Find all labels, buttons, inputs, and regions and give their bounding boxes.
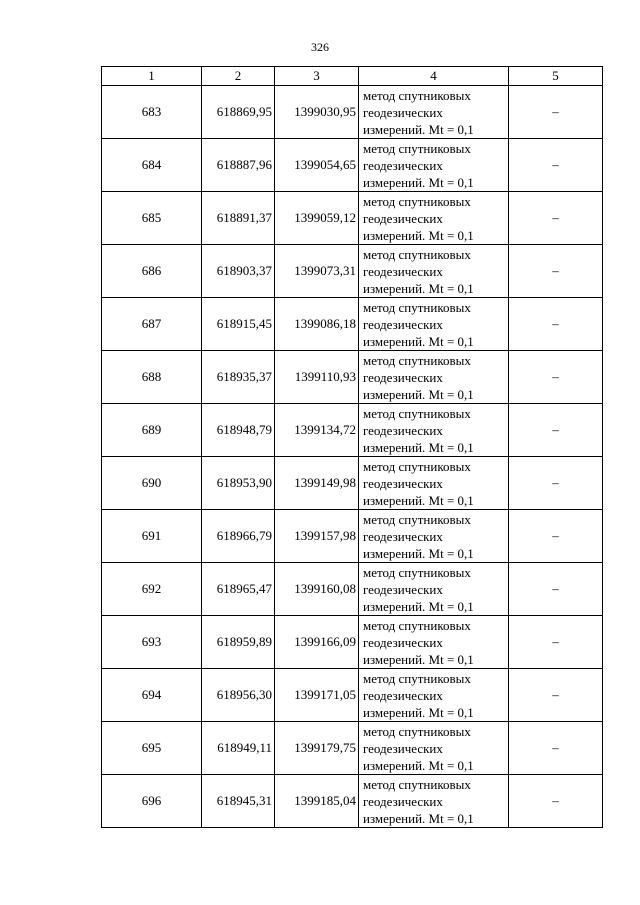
- note-cell: –: [509, 616, 603, 669]
- column-header: 1: [102, 67, 202, 86]
- x-coordinate-cell: 618903,37: [202, 245, 275, 298]
- column-header: 2: [202, 67, 275, 86]
- y-coordinate-cell: 1399030,95: [275, 86, 359, 139]
- point-number-cell: 684: [102, 139, 202, 192]
- note-cell: –: [509, 298, 603, 351]
- point-number-cell: 690: [102, 457, 202, 510]
- x-coordinate-cell: 618949,11: [202, 722, 275, 775]
- table-row: [102, 563, 603, 616]
- y-coordinate-cell: 1399149,98: [275, 457, 359, 510]
- method-cell: метод спутниковых геодезических измерений. Mt = 0,1: [359, 775, 509, 828]
- note-cell: –: [509, 775, 603, 828]
- table-row: [102, 669, 603, 722]
- y-coordinate-cell: 1399185,04: [275, 775, 359, 828]
- note-cell: –: [509, 192, 603, 245]
- y-coordinate-cell: 1399073,31: [275, 245, 359, 298]
- table-row: [102, 298, 603, 351]
- x-coordinate-cell: 618948,79: [202, 404, 275, 457]
- table-row: [102, 139, 603, 192]
- column-header: 4: [359, 67, 509, 86]
- method-cell: метод спутниковых геодезических измерений. Mt = 0,1: [359, 139, 509, 192]
- table-row: [102, 457, 603, 510]
- point-number-cell: 693: [102, 616, 202, 669]
- y-coordinate-cell: 1399160,08: [275, 563, 359, 616]
- y-coordinate-cell: 1399166,09: [275, 616, 359, 669]
- page-number: 326: [311, 40, 329, 54]
- note-cell: –: [509, 510, 603, 563]
- method-cell: метод спутниковых геодезических измерений. Mt = 0,1: [359, 192, 509, 245]
- y-coordinate-cell: 1399059,12: [275, 192, 359, 245]
- x-coordinate-cell: 618965,47: [202, 563, 275, 616]
- coordinates-table: [101, 66, 603, 828]
- point-number-cell: 683: [102, 86, 202, 139]
- table-row: [102, 775, 603, 828]
- table-body: [102, 86, 603, 828]
- note-cell: –: [509, 86, 603, 139]
- point-number-cell: 689: [102, 404, 202, 457]
- point-number-cell: 687: [102, 298, 202, 351]
- method-cell: метод спутниковых геодезических измерений. Mt = 0,1: [359, 722, 509, 775]
- point-number-cell: 691: [102, 510, 202, 563]
- x-coordinate-cell: 618935,37: [202, 351, 275, 404]
- point-number-cell: 696: [102, 775, 202, 828]
- method-cell: метод спутниковых геодезических измерений. Mt = 0,1: [359, 616, 509, 669]
- method-cell: метод спутниковых геодезических измерений. Mt = 0,1: [359, 86, 509, 139]
- note-cell: –: [509, 457, 603, 510]
- x-coordinate-cell: 618959,89: [202, 616, 275, 669]
- table-row: [102, 245, 603, 298]
- point-number-cell: 685: [102, 192, 202, 245]
- method-cell: метод спутниковых геодезических измерений. Mt = 0,1: [359, 404, 509, 457]
- point-number-cell: 694: [102, 669, 202, 722]
- method-cell: метод спутниковых геодезических измерений. Mt = 0,1: [359, 457, 509, 510]
- table-row: [102, 86, 603, 139]
- note-cell: –: [509, 722, 603, 775]
- point-number-cell: 692: [102, 563, 202, 616]
- table-header-row: [102, 67, 603, 86]
- table-row: [102, 722, 603, 775]
- method-cell: метод спутниковых геодезических измерений. Mt = 0,1: [359, 510, 509, 563]
- x-coordinate-cell: 618966,79: [202, 510, 275, 563]
- table-row: [102, 351, 603, 404]
- x-coordinate-cell: 618915,45: [202, 298, 275, 351]
- y-coordinate-cell: 1399157,98: [275, 510, 359, 563]
- x-coordinate-cell: 618945,31: [202, 775, 275, 828]
- column-header: 3: [275, 67, 359, 86]
- note-cell: –: [509, 563, 603, 616]
- note-cell: –: [509, 351, 603, 404]
- point-number-cell: 686: [102, 245, 202, 298]
- x-coordinate-cell: 618887,96: [202, 139, 275, 192]
- table-row: [102, 404, 603, 457]
- x-coordinate-cell: 618891,37: [202, 192, 275, 245]
- method-cell: метод спутниковых геодезических измерений. Mt = 0,1: [359, 351, 509, 404]
- x-coordinate-cell: 618869,95: [202, 86, 275, 139]
- y-coordinate-cell: 1399179,75: [275, 722, 359, 775]
- x-coordinate-cell: 618956,30: [202, 669, 275, 722]
- column-header: 5: [509, 67, 603, 86]
- method-cell: метод спутниковых геодезических измерений. Mt = 0,1: [359, 298, 509, 351]
- y-coordinate-cell: 1399110,93: [275, 351, 359, 404]
- y-coordinate-cell: 1399086,18: [275, 298, 359, 351]
- table-row: [102, 616, 603, 669]
- point-number-cell: 695: [102, 722, 202, 775]
- table-row: [102, 192, 603, 245]
- note-cell: –: [509, 245, 603, 298]
- note-cell: –: [509, 404, 603, 457]
- method-cell: метод спутниковых геодезических измерений. Mt = 0,1: [359, 563, 509, 616]
- note-cell: –: [509, 139, 603, 192]
- y-coordinate-cell: 1399134,72: [275, 404, 359, 457]
- table-row: [102, 510, 603, 563]
- method-cell: метод спутниковых геодезических измерений. Mt = 0,1: [359, 245, 509, 298]
- y-coordinate-cell: 1399054,65: [275, 139, 359, 192]
- point-number-cell: 688: [102, 351, 202, 404]
- y-coordinate-cell: 1399171,05: [275, 669, 359, 722]
- method-cell: метод спутниковых геодезических измерений. Mt = 0,1: [359, 669, 509, 722]
- note-cell: –: [509, 669, 603, 722]
- x-coordinate-cell: 618953,90: [202, 457, 275, 510]
